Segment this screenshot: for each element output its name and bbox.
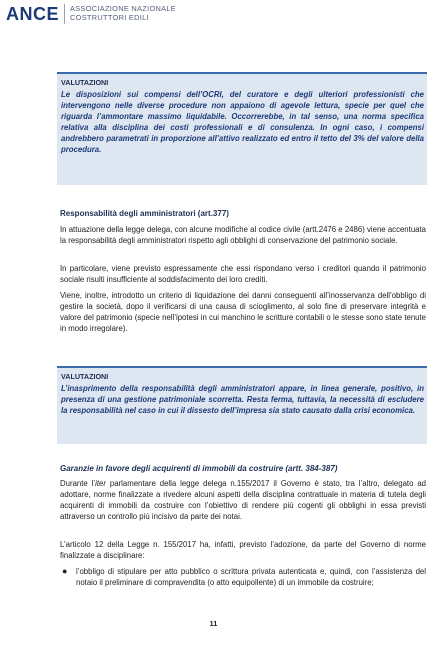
bullet-dot-icon: ● [62, 566, 68, 576]
box-text: Le disposizioni sui compensi dell’OCRI, del curatore e degli ulteriori professionisti che intervengono nelle diverse procedure non appaiono di agevole lettura, specie per quel che riguarda l’ammontare massimo liquidabile. Occorrerebbe, in tal senso, una norma specifica relativa alla disciplina dei costi professionali e di consulenza. In ogni caso, i compensi andrebbero parametrati in proporzione all’attivo realizzato ed entro il tetto del 3% del valore della procedura. [61, 90, 424, 155]
box-label: VALUTAZIONI [61, 78, 109, 87]
text-run: parlamentare della legge delega n.155/2017 il Governo è stato, tra l’altro, delegato ad adottare, norme finalizzate a rivedere alcuni aspetti della disciplina contrattuale in materia di tutela degli acquirenti di immobili da costruire con l’obiettivo di rendere più cogenti gli obblighi in essa previsti attraverso un controllo più incisivo da parte dei notai. [60, 479, 426, 521]
paragraph: In particolare, viene previsto espressamente che essi rispondano verso i creditori quando il patrimonio sociale risulti insufficiente al soddisfacimento dei loro crediti. [60, 264, 426, 284]
page-header [6, 3, 176, 25]
valutazioni-box-2 [57, 366, 427, 444]
valutazioni-box-1 [57, 72, 427, 185]
paragraph: Viene, inoltre, introdotto un criterio di liquidazione dei danni conseguenti all’inosservanza dell’obbligo di gestire la società, dopo il verificarsi di una causa di scioglimento, al solo fine di preservare integrità e valore del patrimonio (specie nell’ipotesi in cui manchino le scritture contabili o le stesse sono state tenute in modo irregolare). [60, 291, 426, 333]
box-text: L’inasprimento della responsabilità degli amministratori appare, in linea generale, positivo, in presenza di una gestione patrimoniale scorretta. Resta ferma, tuttavia, la necessità di escludere la responsabilità nel caso in cui il dissesto dell’impresa sia stato causato dalla crisi economica. [61, 384, 424, 416]
paragraph: L’articolo 12 della Legge n. 155/2017 ha, infatti, previsto l’adozione, da parte del Governo di norme finalizzate a disciplinare: [60, 540, 426, 560]
association-line-1: ASSOCIAZIONE NAZIONALE [70, 4, 176, 14]
text-run-italic: iter [95, 479, 106, 488]
paragraph: In attuazione della legge delega, con alcune modifiche al codice civile (artt.2476 e 2486) viene accentuata la responsabilità degli amministratori rispetto agli obblighi di conservazione del patrimonio sociale. [60, 225, 426, 245]
paragraph [60, 479, 426, 523]
section-heading-garanzie: Garanzie in favore degli acquirenti di immobili da costruire (artt. 384-387) [60, 464, 338, 473]
list-item: l’obbligo di stipulare per atto pubblico o scrittura privata autenticata e, quindi, con l’assistenza del notaio il preliminare di compravendita (o atto equipollente) di un immobile da costruire; [76, 567, 426, 587]
box-label: VALUTAZIONI [61, 372, 109, 381]
association-name [70, 5, 176, 22]
text-run: Durante l’ [60, 479, 96, 488]
logo-divider [64, 4, 65, 24]
ance-logo: ANCE [6, 3, 60, 24]
association-line-2: COSTRUTTORI EDILI [70, 13, 149, 22]
section-heading-responsabilita: Responsabilità degli amministratori (art.377) [60, 209, 229, 218]
page-number: 11 [209, 619, 218, 628]
